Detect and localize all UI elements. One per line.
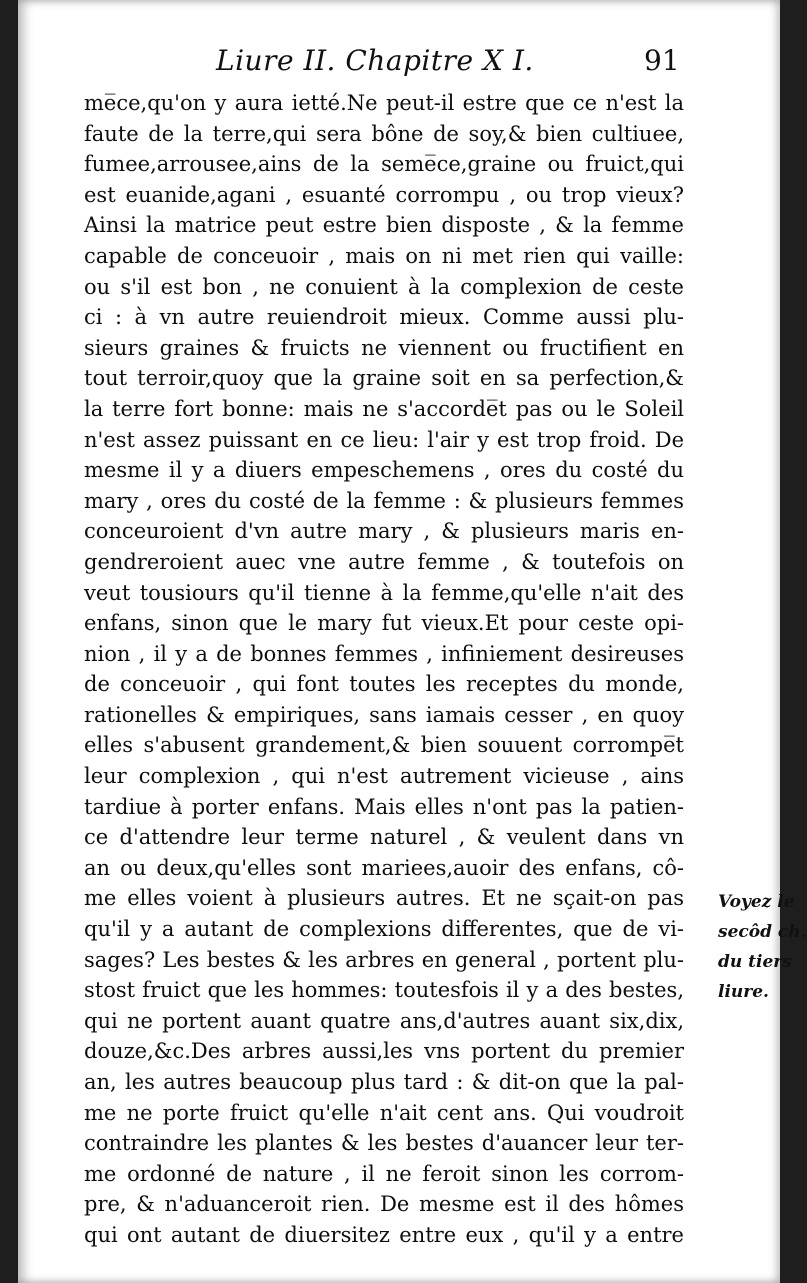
text-line: sieurs graines & fruicts ne viennent ou fructifient en bbox=[84, 335, 684, 360]
text-line: me elles voient à plusieurs autres. Et ne sçait-on pas bbox=[84, 886, 684, 911]
margin-note bbox=[718, 887, 807, 1007]
text-line: Ainsi la matrice peut estre bien disposte , & la femme bbox=[84, 213, 684, 238]
text-line: pre, & n'aduanceroit rien. De mesme est il des hômes bbox=[84, 1192, 684, 1217]
text-line: douze,&c.Des arbres aussi,les vns portent du premier bbox=[84, 1039, 684, 1064]
text-line: est euanide,agani , esuanté corrompu , ou trop vieux? bbox=[84, 182, 684, 207]
text-line: contraindre les plantes & les bestes d'auancer leur ter- bbox=[84, 1131, 684, 1156]
text-line: ci : à vn autre reuiendroit mieux. Comme aussi plu- bbox=[84, 305, 684, 330]
text-line: leur complexion , qui n'est autrement vicieuse , ains bbox=[84, 764, 684, 789]
text-line: de conceuoir , qui font toutes les receptes du monde, bbox=[84, 672, 684, 697]
text-line: qui ont autant de diuersitez entre eux , qu'il y a entre bbox=[84, 1222, 684, 1247]
text-line: qu'il y a autant de complexions differentes, que de vi- bbox=[84, 917, 684, 942]
text-line: enfans, sinon que le mary fut vieux.Et pour ceste opi- bbox=[84, 611, 684, 636]
text-line: fumee,arrousee,ains de la seme̅ce,graine ou fruict,qui bbox=[84, 152, 684, 177]
text-line: rationelles & empiriques, sans iamais cesser , en quoy bbox=[84, 702, 684, 727]
text-line: gendreroient auec vne autre femme , & toutefois on bbox=[84, 549, 684, 574]
text-line: tardiue à porter enfans. Mais elles n'ont pas la patien- bbox=[84, 794, 684, 819]
text-line: ou s'il est bon , ne conuient à la complexion de ceste bbox=[84, 274, 684, 299]
text-line: me̅ce,qu'on y aura ietté.Ne peut-il estre que ce n'est la bbox=[84, 91, 684, 115]
text-line: tout terroir,quoy que la graine soit en sa perfection,& bbox=[84, 366, 684, 391]
margin-note-line: secôd ch. bbox=[718, 922, 807, 942]
text-line: mary , ores du costé de la femme : & plusieurs femmes bbox=[84, 488, 684, 513]
text-line: me ordonné de nature , il ne feroit sinon les corrom- bbox=[84, 1161, 684, 1186]
book-page bbox=[18, 0, 807, 1283]
text-line: mesme il y a diuers empeschemens , ores du costé du bbox=[84, 458, 684, 483]
page-header bbox=[18, 44, 780, 84]
text-line: stost fruict que les hommes: toutesfois il y a des bestes, bbox=[84, 978, 684, 1003]
text-line: veut tousiours qu'il tienne à la femme,qu'elle n'ait des bbox=[84, 580, 684, 605]
text-line: me ne porte fruict qu'elle n'ait cent ans. Qui voudroit bbox=[84, 1100, 684, 1125]
page-number: 91 bbox=[644, 44, 680, 77]
margin-note-line: du tiers bbox=[718, 952, 792, 972]
margin-note-line: Voyez le bbox=[718, 892, 795, 912]
running-title: Liure II. Chapitre X I. bbox=[216, 44, 534, 77]
text-line: an ou deux,qu'elles sont mariees,auoir des enfans, cô- bbox=[84, 855, 684, 880]
text-line: an, les autres beaucoup plus tard : & dit-on que la pal- bbox=[84, 1070, 684, 1094]
text-line: faute de la terre,qui sera bône de soy,& bien cultiuee, bbox=[84, 121, 684, 146]
text-line: n'est assez puissant en ce lieu: l'air y est trop froid. De bbox=[84, 427, 684, 452]
body-text bbox=[84, 88, 684, 1251]
text-line: capable de conceuoir , mais on ni met rien qui vaille: bbox=[84, 243, 684, 268]
text-line: sages? Les bestes & les arbres en general , portent plu- bbox=[84, 947, 684, 972]
text-line: la terre fort bonne: mais ne s'accorde̅t pas ou le Soleil bbox=[84, 396, 684, 421]
text-line: ce d'attendre leur terme naturel , & veulent dans vn bbox=[84, 825, 684, 850]
text-line: elles s'abusent grandement,& bien souuent corrompe̅t bbox=[84, 733, 684, 758]
text-line: conceuroient d'vn autre mary , & plusieurs maris en- bbox=[84, 519, 684, 544]
text-line: nion , il y a de bonnes femmes , infiniement desireuses bbox=[84, 641, 684, 666]
margin-note-line: liure. bbox=[718, 982, 769, 1002]
text-line: qui ne portent auant quatre ans,d'autres auant six,dix, bbox=[84, 1008, 684, 1033]
